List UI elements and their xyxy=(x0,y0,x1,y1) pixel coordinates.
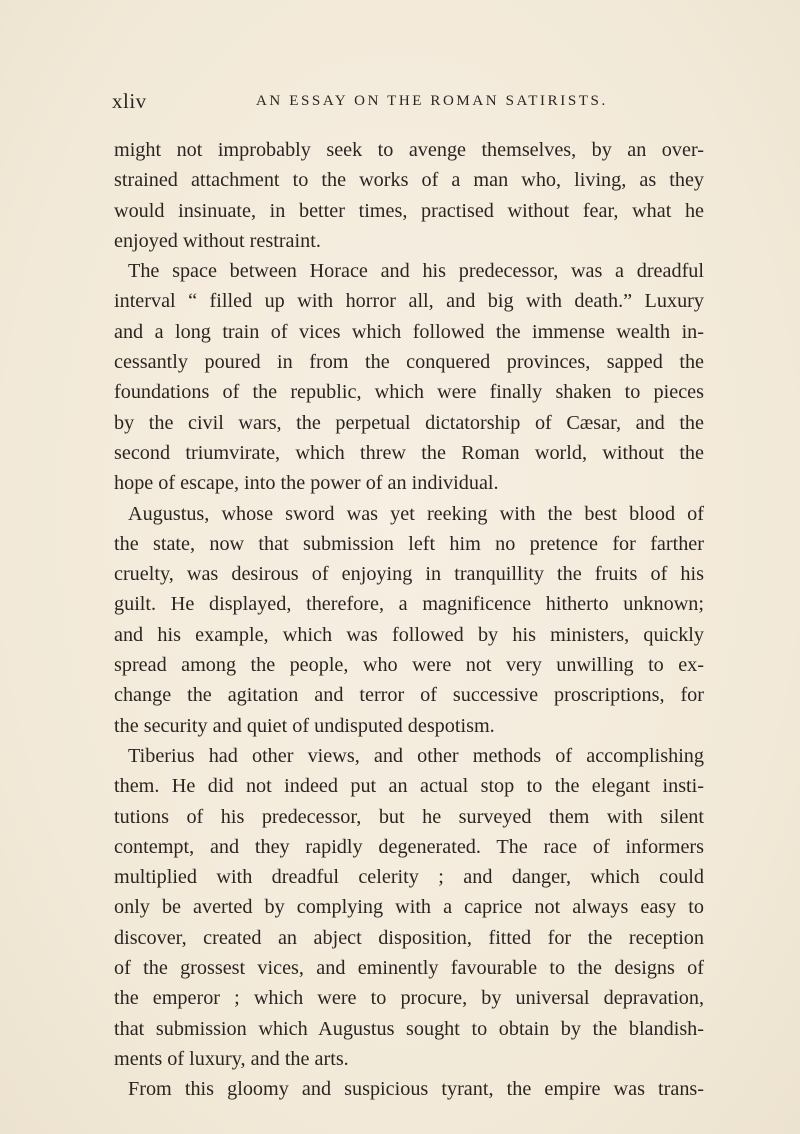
text-line: cruelty, was desirous of enjoying in tranquillity the fruits of his xyxy=(114,563,704,586)
text-line: enjoyed without restraint. xyxy=(114,229,321,252)
text-line: the security and quiet of undisputed despotism. xyxy=(114,714,495,737)
text-line: The space between Horace and his predecessor, was a dreadful xyxy=(128,260,704,283)
text-line: contempt, and they rapidly degenerated. The race of informers xyxy=(114,835,704,858)
text-line: tutions of his predecessor, but he surveyed them with silent xyxy=(114,805,704,828)
text-line: of the grossest vices, and eminently favourable to the designs of xyxy=(114,957,704,980)
text-line: From this gloomy and suspicious tyrant, the empire was trans- xyxy=(128,1078,704,1101)
text-line: might not improbably seek to avenge themselves, by an over- xyxy=(114,139,704,161)
text-line: them. He did not indeed put an actual stop to the elegant insti- xyxy=(114,775,704,798)
text-line: the emperor ; which were to procure, by universal depravation, xyxy=(114,987,704,1010)
text-line: interval “ filled up with horror all, and big with death.” Luxury xyxy=(114,290,704,313)
text-line: guilt. He displayed, therefore, a magnificence hitherto unknown; xyxy=(114,593,704,616)
text-line: and a long train of vices which followed the immense wealth in- xyxy=(114,320,704,343)
text-line: only be averted by complying with a caprice not always easy to xyxy=(114,896,704,919)
page-number: xliv xyxy=(112,89,147,113)
text-line: foundations of the republic, which were finally shaken to pieces xyxy=(114,381,704,404)
text-line: discover, created an abject disposition, fitted for the reception xyxy=(114,926,704,949)
text-line: Augustus, whose sword was yet reeking with the best blood of xyxy=(128,502,704,525)
text-line: change the agitation and terror of successive proscriptions, for xyxy=(114,684,704,707)
text-line: and his example, which was followed by his ministers, quickly xyxy=(114,623,704,646)
running-head xyxy=(112,88,704,114)
text-line: ments of luxury, and the arts. xyxy=(114,1047,349,1070)
text-line: spread among the people, who were not very unwilling to ex- xyxy=(114,654,704,677)
text-line: second triumvirate, which threw the Roman world, without the xyxy=(114,441,704,464)
text-line: that submission which Augustus sought to obtain by the blandish- xyxy=(114,1017,704,1040)
text-line: cessantly poured in from the conquered provinces, sapped the xyxy=(114,351,704,374)
running-head-title: AN ESSAY ON THE ROMAN SATIRISTS. xyxy=(256,93,608,109)
text-line: multiplied with dreadful celerity ; and danger, which could xyxy=(114,866,704,889)
text-line: the state, now that submission left him no pretence for farther xyxy=(114,532,704,555)
text-line: strained attachment to the works of a man who, living, as they xyxy=(114,169,704,192)
body-text xyxy=(114,135,704,1105)
text-line: by the civil wars, the perpetual dictatorship of Cæsar, and the xyxy=(114,411,704,434)
text-line: Tiberius had other views, and other methods of accomplishing xyxy=(128,744,704,767)
text-line: hope of escape, into the power of an individual. xyxy=(114,472,499,495)
text-line: would insinuate, in better times, practised without fear, what he xyxy=(114,199,704,222)
